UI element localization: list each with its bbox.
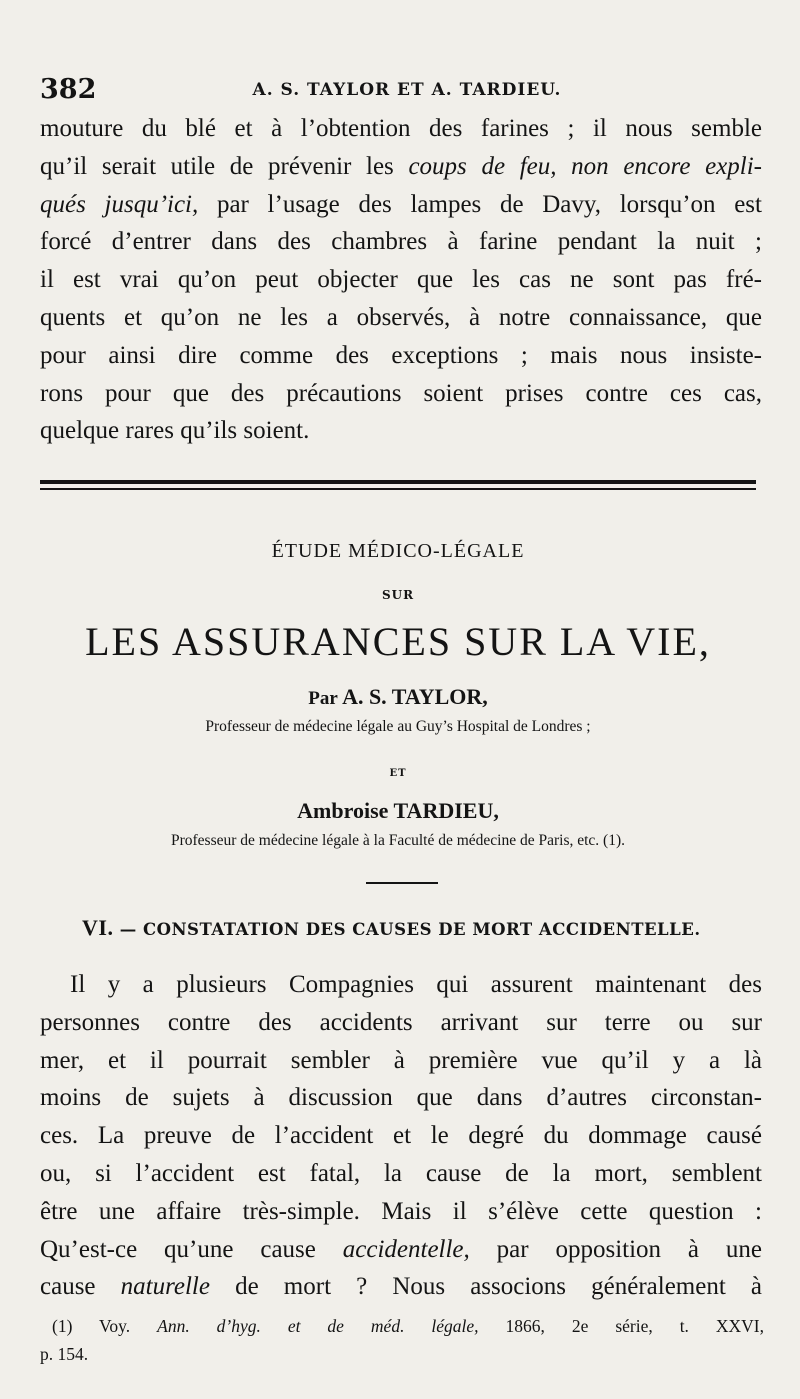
section-dash: — <box>119 920 137 939</box>
text-line: mouture du blé et à l’obtention des farines ; il nous semble <box>40 115 762 142</box>
section-divider-thick <box>40 480 756 484</box>
author-2 <box>40 798 756 824</box>
page-number: 382 <box>40 74 97 105</box>
author-2-last: TARDIEU, <box>393 798 499 823</box>
article-heading: ÉTUDE MÉDICO-LÉGALE <box>271 540 525 562</box>
text-line: rons pour que des précautions soient prises contre ces cas, <box>40 379 762 407</box>
running-title: A. S. TAYLOR ET A. TARDIEU. <box>252 80 562 100</box>
short-divider <box>366 882 438 884</box>
body-paragraph <box>40 966 762 1306</box>
text-line: mer, et il pourrait sembler à première vue qu’il y a là <box>40 1046 762 1074</box>
carryover-paragraph <box>40 110 762 450</box>
text-line: moins de sujets à discussion que dans d’autres circonstan- <box>40 1084 762 1112</box>
text-line: être une affaire très-simple. Mais il s’élève cette question : <box>40 1197 762 1225</box>
text-line: cause naturelle de mort ? Nous associons généralement à <box>40 1273 762 1301</box>
author-2-first: Ambroise <box>297 798 389 823</box>
footnote-line: (1) Voy. Ann. d’hyg. et de méd. légale, 1866, 2e série, t. XXVI, <box>52 1316 765 1336</box>
footnote-line: p. 154. <box>40 1344 89 1364</box>
section-number: VI. <box>82 915 114 940</box>
running-head <box>40 74 754 104</box>
text-line: personnes contre des accidents arrivant sur terre ou sur <box>40 1008 762 1036</box>
author-1-name: A. S. TAYLOR, <box>342 684 488 709</box>
text-line: il est vrai qu’on peut objecter que les cas ne sont pas fré- <box>40 266 762 294</box>
text-line: ces. La preuve de l’accident et le degré du dommage causé <box>40 1122 762 1150</box>
article-sur: SUR <box>381 588 415 602</box>
affiliation-2: Professeur de médecine légale à la Faculté de médecine de Paris, etc. (1). <box>170 832 626 849</box>
section-divider-thin <box>40 488 756 490</box>
footnote <box>40 1312 765 1368</box>
text-line: quelque rares qu’ils soient. <box>40 417 310 445</box>
affiliation-1: Professeur de médecine légale au Guy’s Hospital de Londres ; <box>205 718 591 735</box>
conjunction-et: ET <box>389 768 407 779</box>
text-line: quents et qu’on ne les a observés, à notre connaissance, que <box>40 303 762 331</box>
article-title: LES ASSURANCES SUR LA VIE, <box>85 619 711 664</box>
text-line: forcé d’entrer dans des chambres à farine pendant la nuit ; <box>40 228 762 256</box>
text-line: Qu’est-ce qu’une cause accidentelle, par opposition à une <box>40 1235 763 1263</box>
text-line: ou, si l’accident est fatal, la cause de la mort, semblent <box>40 1159 762 1187</box>
author-1 <box>40 684 756 710</box>
text-line: qués jusqu’ici, par l’usage des lampes de Davy, lorsqu’on est <box>40 190 762 218</box>
text-line: Il y a plusieurs Compagnies qui assurent maintenant des <box>70 971 762 998</box>
section-title: CONSTATATION DES CAUSES DE MORT ACCIDENTELLE. <box>142 920 701 939</box>
text-line: qu’il serait utile de prévenir les coups de feu, non encore expli- <box>40 152 762 180</box>
text-line: pour ainsi dire comme des exceptions ; mais nous insiste- <box>40 341 762 369</box>
section-heading <box>82 915 762 941</box>
author-prefix: Par <box>308 688 338 709</box>
